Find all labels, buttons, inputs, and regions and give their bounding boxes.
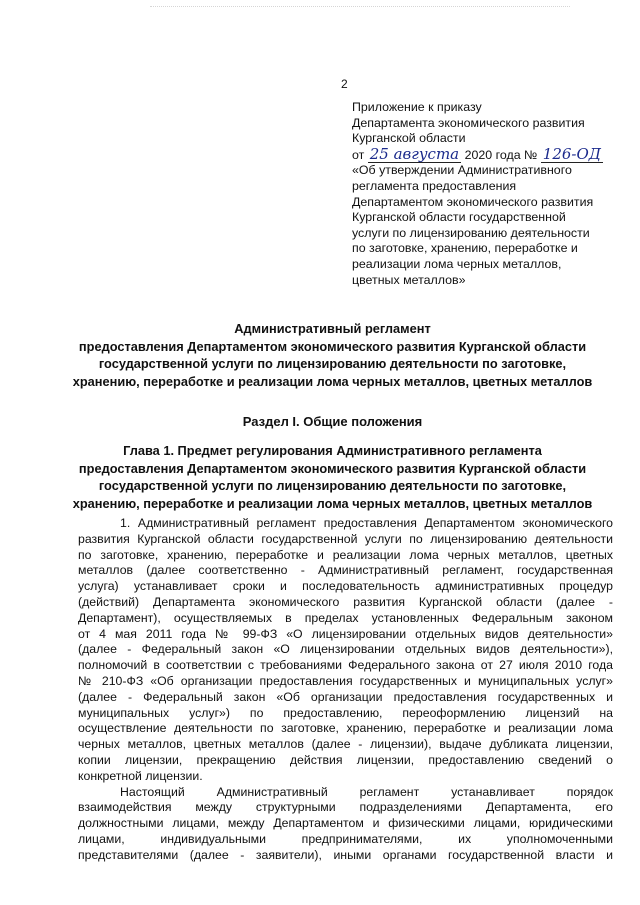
title-line: государственной услуги по лицензированию деятельности по заготовке, — [98, 356, 567, 371]
appendix-line: Курганской области государственной — [352, 210, 566, 225]
handwritten-order-number: 126-ОД — [542, 144, 601, 163]
body-line: 1. Административный регламент предоставления Департаментом экономического — [120, 516, 613, 530]
body-line: (далее - Федеральный закон «Об организации предоставления государственных и — [78, 689, 613, 704]
appendix-line: Департамента экономического развития — [352, 115, 585, 130]
body-line: черных металлов, цветных металлов (далее - лицензии), выдаче дубликата лицензии, — [78, 737, 613, 752]
chapter-line: хранению, переработке и реализации лома черных металлов, цветных металлов — [72, 495, 593, 511]
body-line: (далее - Федеральный закон «О лицензировании отдельных видов деятельности»), — [78, 642, 613, 657]
scan-artifact-line — [150, 6, 570, 10]
title-line: предоставления Департаментом экономического развития Курганской области — [78, 338, 587, 354]
body-line: копии лицензии, прекращению действия лицензии, предоставлению сведений о — [78, 752, 613, 767]
body-line: № 210-ФЗ «Об организации предоставления государственных и муниципальных услуг» — [78, 673, 613, 688]
page-number: 2 — [341, 77, 348, 91]
body-line: (действий) Департамента экономического развития Курганской области (далее - — [78, 594, 613, 609]
body-line: полномочий в соответствии с требованиями Федерального закона от 27 июля 2010 года — [78, 658, 613, 673]
body-line: от 4 мая 2011 года № 99-ФЗ «О лицензировании отдельных видов деятельности» — [78, 626, 613, 641]
title-line: хранению, переработке и реализации лома черных металлов, цветных металлов — [72, 373, 593, 389]
appendix-line: цветных металлов» — [352, 272, 466, 287]
year-label: 2020 года № — [464, 147, 538, 162]
body-line: конкретной лицензии. — [78, 768, 203, 783]
appendix-header — [352, 100, 622, 288]
body-line: должностными лицами, между Департаментом и физическими лицами, юридическими — [78, 816, 613, 831]
body-line: муниципальных услуг») по предоставлению, переоформлению лицензий на — [78, 705, 613, 720]
chapter-line: предоставления Департаментом экономического развития Курганской области — [78, 460, 587, 476]
handwritten-date: 25 августа — [369, 144, 460, 163]
body-line: представителями (далее - заявители), иными органами государственной власти и — [78, 847, 613, 862]
chapter-line: государственной услуги по лицензированию деятельности по заготовке, — [98, 478, 567, 493]
appendix-line: Приложение к приказу — [352, 100, 482, 114]
body-line: взаимодействия между структурными подразделениями Департамента, его — [78, 800, 613, 815]
appendix-line: регламента предоставления — [352, 178, 517, 193]
appendix-date-line — [352, 144, 622, 164]
appendix-line: по заготовке, хранению, переработке и — [352, 241, 578, 256]
body-line: услуга) устанавливает сроки и последовательность административных процедур — [78, 579, 613, 594]
body-line: по заготовке, хранению, переработке и реализации лома черных металлов, цветных — [78, 547, 613, 562]
section-heading: Раздел I. Общие положения — [242, 414, 423, 429]
body-line: лицами, индивидуальными предпринимателями, их уполномоченными — [78, 831, 613, 846]
body-line: Департамент), осуществляемых в пределах установленных Федеральным законом — [78, 610, 613, 625]
appendix-line: реализации лома черных металлов, — [352, 256, 562, 271]
body-line: металлов (далее соответственно - Административный регламент, государственная — [78, 563, 613, 578]
document-title — [60, 320, 605, 390]
date-prefix: от — [352, 147, 365, 162]
body-paragraphs — [78, 516, 613, 864]
appendix-line: «Об утверждении Административного — [352, 163, 572, 178]
body-line: развития Курганской области государственной услуги по лицензированию деятельности — [78, 531, 613, 546]
body-line: осуществление деятельности по заготовке, хранению, переработке и реализации лома — [78, 721, 613, 736]
appendix-line: услуги по лицензированию деятельности — [352, 225, 590, 240]
body-line: Настоящий Административный регламент устанавливает порядок — [120, 784, 613, 799]
title-line: Административный регламент — [234, 321, 431, 336]
appendix-line: Департаментом экономического развития — [352, 194, 594, 209]
appendix-line: Курганской области — [352, 131, 466, 146]
chapter-heading — [60, 442, 605, 512]
chapter-line: Глава 1. Предмет регулирования Административного регламента — [123, 443, 542, 458]
